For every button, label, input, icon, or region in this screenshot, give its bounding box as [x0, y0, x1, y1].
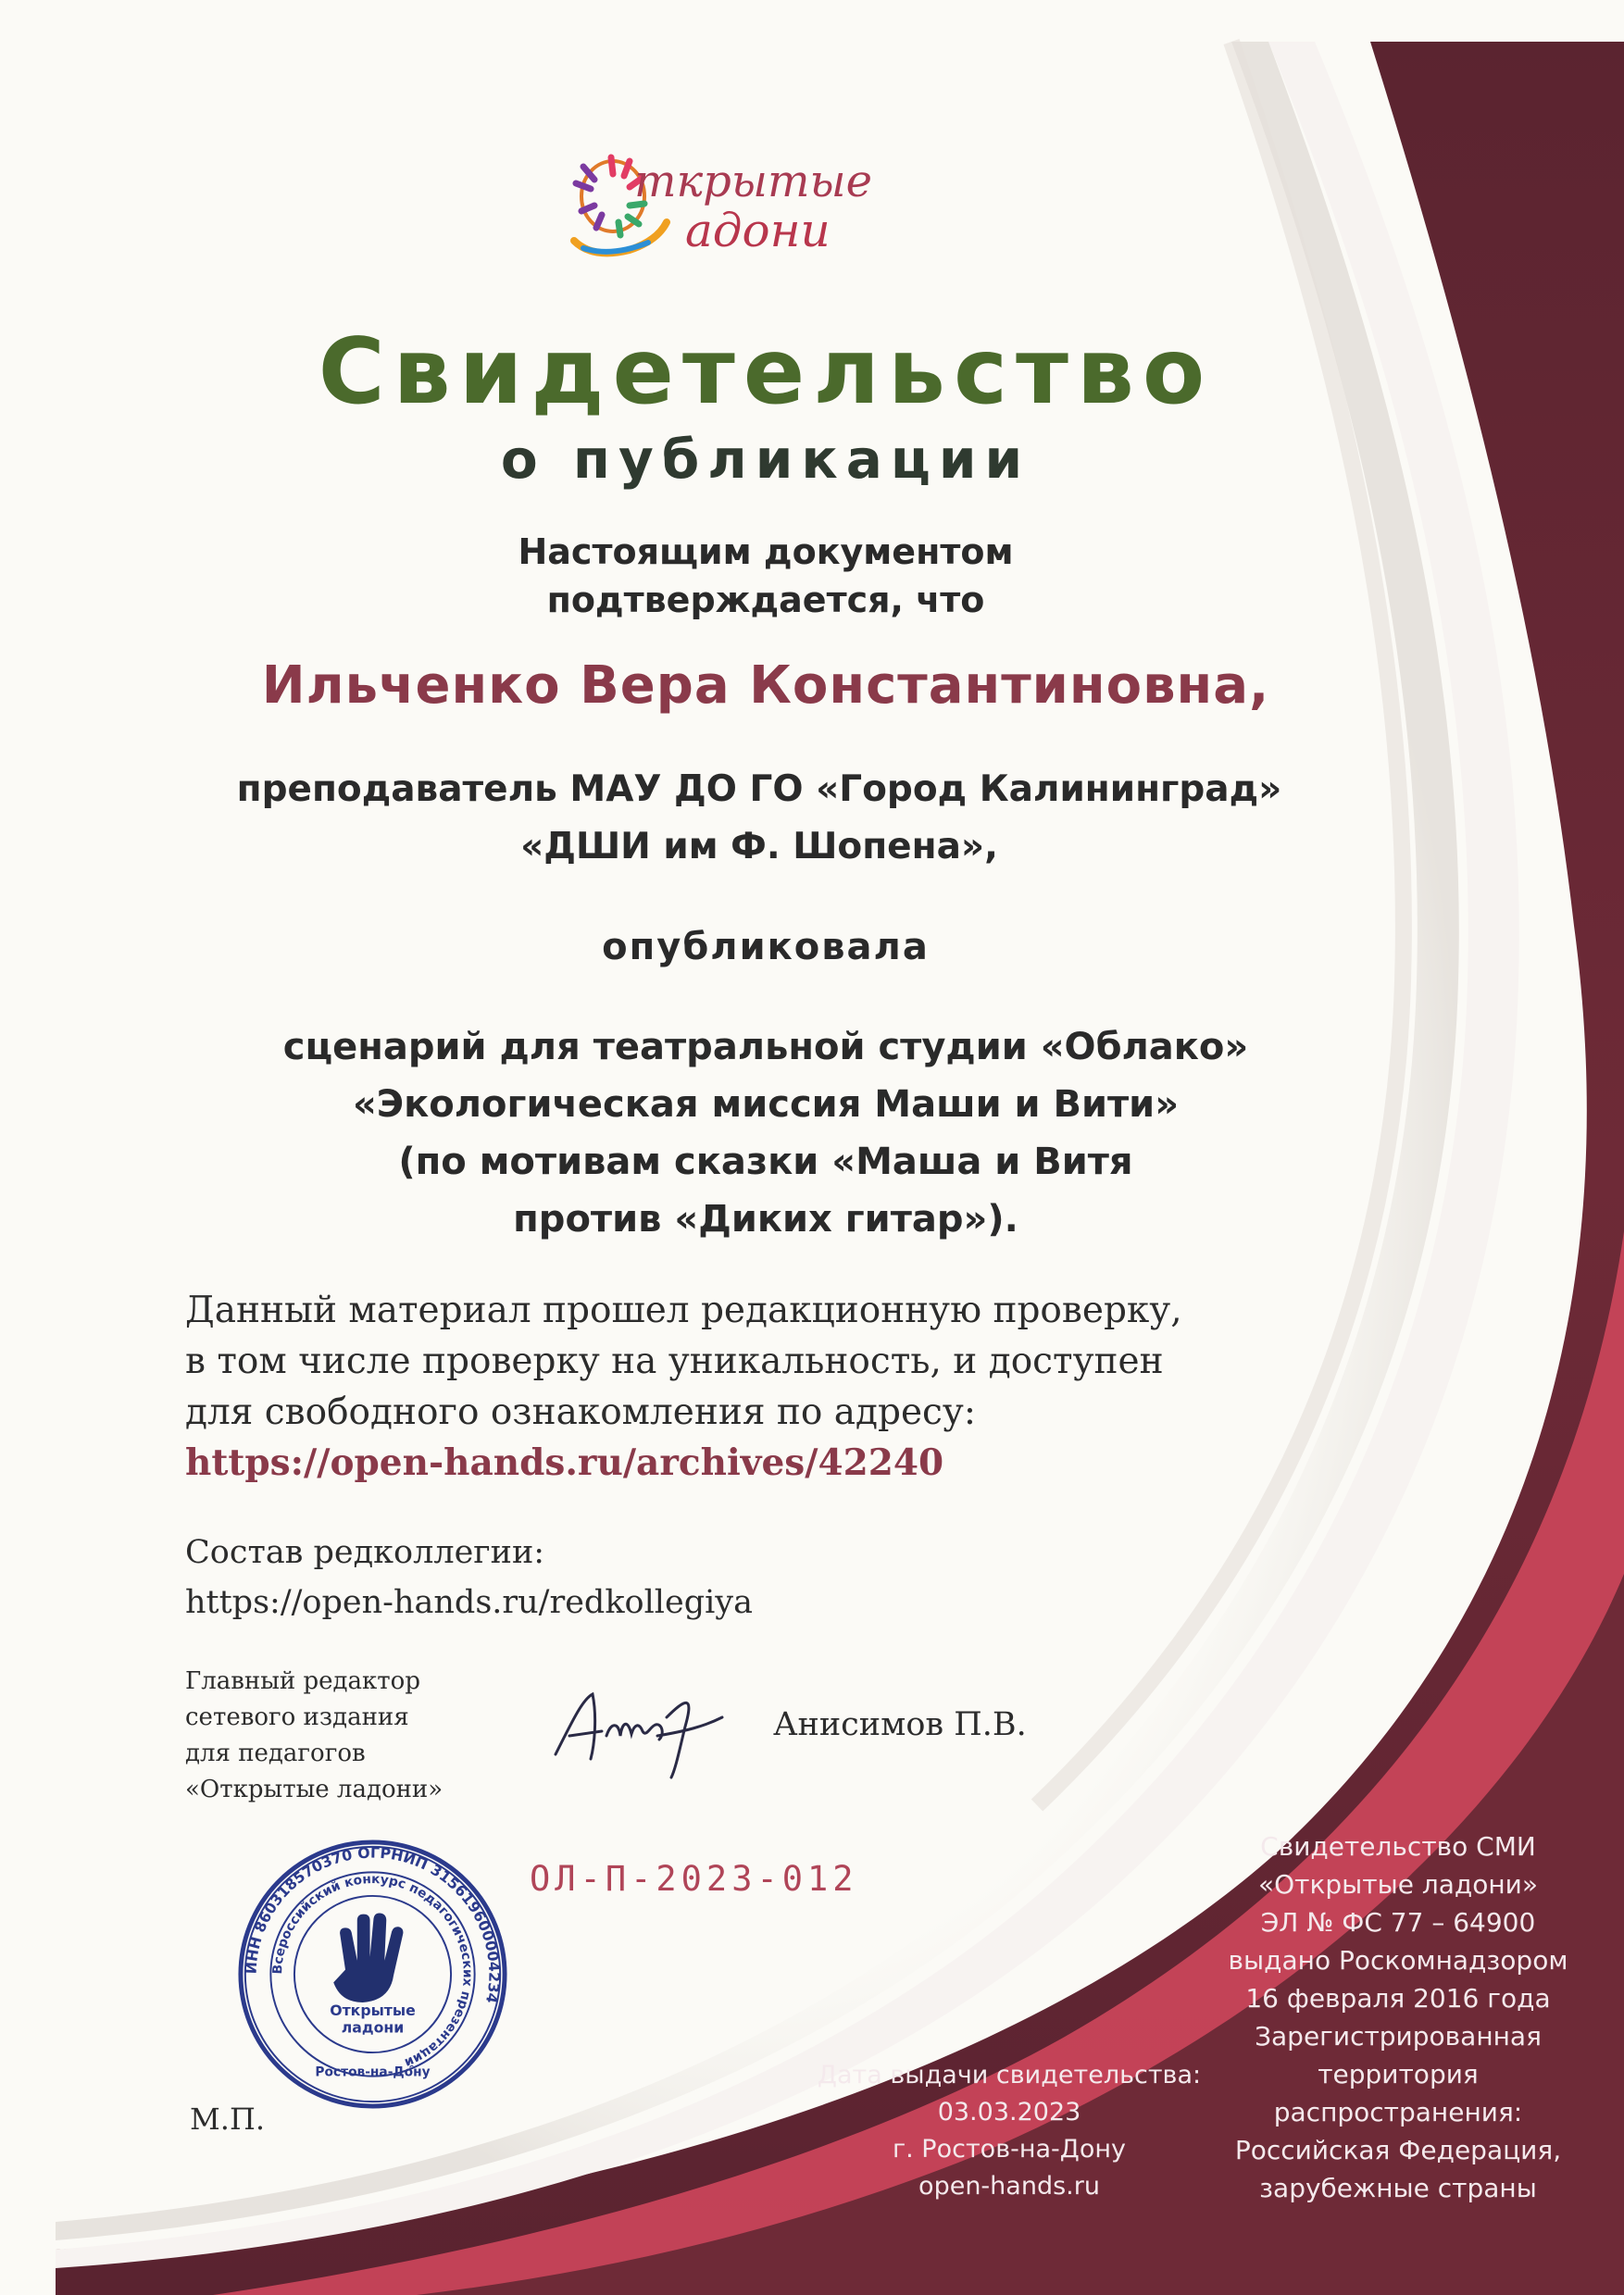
- smi-line-6: Зарегистрированная: [1255, 2021, 1542, 2052]
- signature-image: [546, 1680, 750, 1782]
- logo-word-top: ткрытые: [634, 156, 873, 207]
- editor-line-1: Главный редактор: [185, 1667, 420, 1695]
- desc-line-2: в том числе проверку на уникальность, и доступен: [185, 1341, 1164, 1382]
- editorial-board: [185, 1528, 1018, 1628]
- smi-line-2: «Открытые ладони»: [1258, 1869, 1538, 1900]
- stamp-center-line-2: ладони: [341, 2018, 405, 2037]
- board-link[interactable]: https://open-hands.ru/redkollegiya: [185, 1584, 753, 1621]
- smi-line-7: территория: [1318, 2059, 1479, 2089]
- issue-site: open-hands.ru: [918, 2172, 1100, 2201]
- stamp-bottom-text: Ростов-на-Дону: [315, 2064, 431, 2080]
- smi-line-9: Российская Федерация,: [1234, 2135, 1562, 2165]
- smi-line-8: распространения:: [1273, 2097, 1523, 2127]
- board-label: Состав редколлегии:: [185, 1534, 545, 1571]
- work-line-4: против «Диких гитар»).: [513, 1198, 1018, 1241]
- logo-word-bottom: адони: [685, 204, 831, 257]
- media-registration-info: [1204, 1827, 1593, 2207]
- document-title: Свидетельство: [318, 319, 1214, 425]
- smi-line-3: ЭЛ № ФС 77 – 64900: [1260, 1907, 1536, 1938]
- intro-text: [0, 528, 1531, 624]
- position-line-2: «ДШИ им Ф. Шопена»,: [520, 826, 998, 867]
- stamp-outer-text: ИНН 860318570370 ОГРНИП 315619600004234: [242, 1843, 504, 2005]
- publication-title: [0, 1018, 1531, 1248]
- work-line-3: (по мотивам сказки «Маша и Витя: [398, 1141, 1133, 1183]
- verification-text: [185, 1285, 1296, 1489]
- intro-line-2: подтверждается, что: [546, 580, 985, 620]
- desc-line-3: для свободного ознакомления по адресу:: [185, 1391, 976, 1433]
- smi-line-4: выдано Роскомнадзором: [1228, 1945, 1568, 1976]
- stamp-inner-text: Всероссийский конкурс педагогических презентаций: [270, 1872, 475, 2071]
- stamp-place-label: М.П.: [190, 2102, 266, 2137]
- smi-line-5: 16 февраля 2016 года: [1245, 1983, 1551, 2014]
- work-line-2: «Экологическая миссия Маши и Вити»: [352, 1083, 1180, 1126]
- desc-line-1: Данный материал прошел редакционную проверку,: [185, 1290, 1182, 1331]
- logo: [556, 139, 963, 278]
- issue-info: [806, 2057, 1213, 2205]
- editor-title: [185, 1664, 491, 1808]
- intro-line-1: Настоящим документом: [518, 531, 1014, 572]
- document-subtitle: о публикации: [500, 428, 1031, 491]
- position-line-1: преподаватель МАУ ДО ГО «Город Калининград»: [236, 768, 1282, 810]
- official-stamp: [236, 1838, 509, 2111]
- editor-line-2: сетевого издания: [185, 1703, 409, 1731]
- smi-line-1: Свидетельство СМИ: [1260, 1831, 1536, 1862]
- editor-name: Анисимов П.В.: [773, 1706, 1027, 1743]
- recipient-position: [0, 761, 1518, 876]
- issue-city: г. Ростов-на-Дону: [892, 2135, 1127, 2164]
- work-line-1: сценарий для театральной студии «Облако»: [282, 1026, 1249, 1068]
- certificate-number: ОЛ-П-2023-012: [530, 1859, 858, 1899]
- issue-line-1: Дата выдачи свидетельства:: [817, 2061, 1202, 2089]
- smi-line-10: зарубежные страны: [1259, 2173, 1537, 2203]
- recipient-name: Ильченко Вера Константиновна,: [261, 655, 1270, 716]
- publication-link[interactable]: https://open-hands.ru/archives/42240: [185, 1441, 944, 1484]
- editor-line-4: «Открытые ладони»: [185, 1776, 443, 1803]
- issue-date: 03.03.2023: [937, 2098, 1081, 2127]
- published-verb: опубликовала: [602, 926, 930, 968]
- stamp-center-line-1: Открытые: [330, 2001, 416, 2019]
- editor-line-3: для педагогов: [185, 1740, 366, 1767]
